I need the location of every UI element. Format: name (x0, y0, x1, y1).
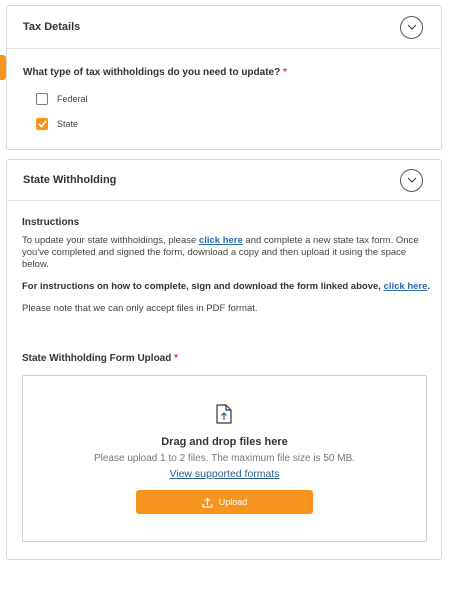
state-label: State (57, 119, 79, 129)
state-withholding-title: State Withholding (23, 174, 117, 186)
federal-checkbox[interactable] (36, 93, 48, 105)
upload-icon (202, 497, 213, 508)
how-to-complete-link[interactable]: click here (383, 281, 428, 292)
instructions-section (22, 217, 432, 315)
chevron-down-icon (407, 24, 417, 30)
state-option[interactable] (36, 118, 78, 130)
federal-label: Federal (57, 94, 88, 104)
supported-formats-link[interactable]: View supported formats (169, 468, 280, 480)
state-withholding-header[interactable] (7, 160, 441, 201)
federal-option[interactable] (36, 93, 88, 105)
upload-button-label: Upload (218, 497, 248, 507)
tax-details-collapse-button[interactable] (400, 16, 423, 39)
state-form-link[interactable]: click here (198, 235, 243, 246)
instructions-paragraph: To update your state withholdings, please click here and complete a new state tax form. Once you've completed and signed the form, download a copy and then upload it using the space below. (22, 235, 419, 270)
tax-details-card (6, 5, 442, 150)
state-withholding-collapse-button[interactable] (400, 169, 423, 192)
pdf-format-note: Please note that we can only accept files in PDF format. (22, 303, 258, 314)
withholding-type-question: What type of tax withholdings do you need to update? * (23, 67, 287, 78)
tax-details-header[interactable] (7, 6, 441, 49)
state-checkbox[interactable] (36, 118, 48, 130)
instructions-heading: Instructions (22, 217, 80, 228)
chevron-down-icon (407, 177, 417, 183)
state-withholding-card (6, 159, 442, 560)
upload-button[interactable] (136, 490, 313, 514)
required-asterisk: * (174, 353, 179, 364)
tax-details-title: Tax Details (23, 21, 81, 33)
dropzone-title: Drag and drop files here (161, 436, 288, 448)
how-to-complete-paragraph: For instructions on how to complete, sign and download the form linked above, click here. (22, 281, 431, 292)
form-upload-label: State Withholding Form Upload * (22, 353, 179, 364)
required-asterisk: * (283, 67, 287, 78)
checkmark-icon (38, 120, 47, 128)
file-dropzone[interactable] (22, 375, 427, 542)
file-upload-icon (216, 404, 232, 424)
dropzone-subtitle: Please upload 1 to 2 files. The maximum file size is 50 MB. (93, 453, 356, 464)
